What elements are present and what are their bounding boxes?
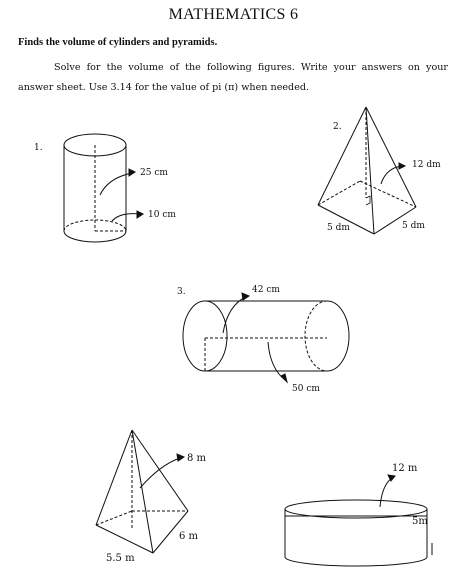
page-title: MATHEMATICS 6 — [168, 6, 299, 23]
figure-5-height-label: 5m — [412, 516, 428, 527]
figure-5-cylinder — [285, 475, 432, 566]
figure-5-diameter-label: 12 m — [392, 463, 418, 474]
figure-2-height-label: 12 dm — [412, 160, 441, 170]
worksheet-subtitle: Finds the volume of cylinders and pyramids. — [18, 37, 218, 48]
figure-2-base-label-right: 5 dm — [402, 221, 425, 231]
figure-4-width-label: 6 m — [179, 531, 199, 542]
figure-1-cylinder — [64, 134, 143, 242]
figure-1-height-label: 25 cm — [140, 168, 168, 178]
figure-4-pyramid — [96, 430, 188, 553]
instructions-text: Solve for the volume of the following figures. Write your answers on your answer sheet. Use 3.14 for the value of pi (π) when needed. — [18, 62, 448, 93]
figure-4-height-label: 8 m — [187, 453, 207, 464]
figure-3-length-label: 50 cm — [292, 384, 320, 394]
figure-1-number: 1. — [34, 143, 43, 153]
figure-3-cylinder — [183, 293, 349, 382]
figure-3-number: 3. — [177, 287, 186, 297]
figure-3-diameter-label: 42 cm — [252, 285, 280, 295]
figure-2-base-label-left: 5 dm — [327, 223, 350, 233]
figure-4-length-label: 5.5 m — [106, 553, 135, 564]
figure-1-radius-label: 10 cm — [148, 210, 176, 220]
figure-2-number: 2. — [333, 122, 342, 132]
